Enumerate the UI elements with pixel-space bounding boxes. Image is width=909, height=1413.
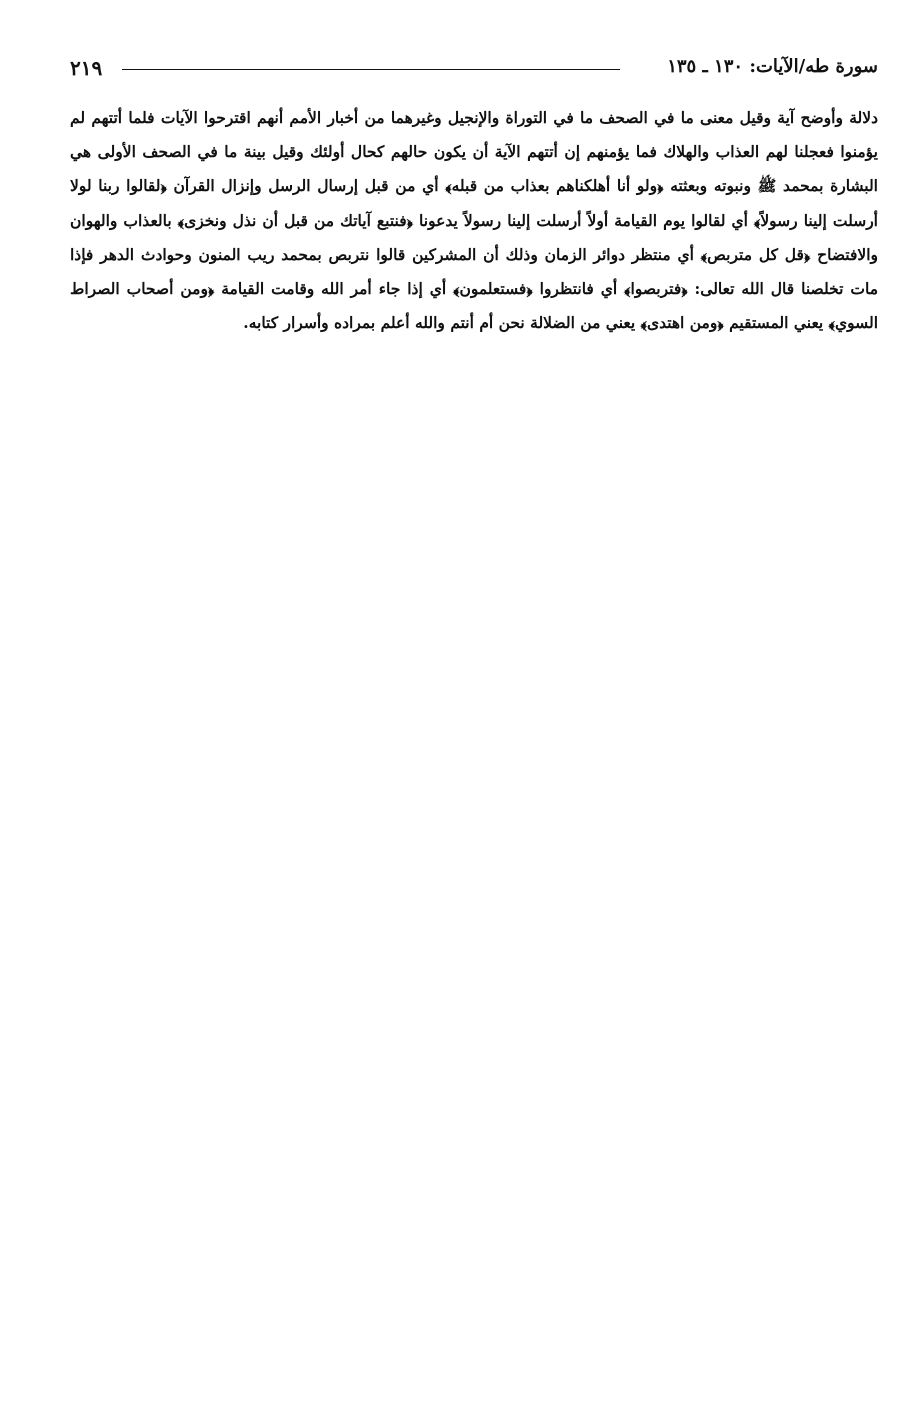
running-title: سورة طه/الآيات: ١٣٠ ـ ١٣٥ xyxy=(667,56,878,77)
header-rule xyxy=(122,69,620,70)
body-text xyxy=(70,101,878,340)
page-number: ٢١٩ xyxy=(70,56,103,80)
page-header xyxy=(70,52,878,88)
commentary-paragraph: دلالة وأوضح آية وقيل معنى ما في الصحف ما في التوراة والإنجيل وغيرهما من أخبار الأمم أنهم اقترحوا الآيات فلما أتتهم لم يؤمنوا فعجلنا لهم العذاب والهلاك فما يؤمنهم إن أتتهم الآية أن يكون حالهم كحال أولئك وقيل بينة ما في الصحف الأولى هي البشارة بمحمد ﷺ ونبوته وبعثته ﴿ولو أنا أهلكناهم بعذاب من قبله﴾ أي من قبل إرسال الرسل وإنزال القرآن ﴿لقالوا ربنا لولا أرسلت إلينا رسولاً﴾ أي لقالوا يوم القيامة أولاً أرسلت إلينا رسولاً يدعونا ﴿فنتبع آياتك من قبل أن نذل ونخزى﴾ بالعذاب والهوان والافتضاح ﴿قل كل متربص﴾ أي منتظر دوائر الزمان وذلك أن المشركين قالوا نتربص بمحمد ريب المنون وحوادث الدهر فإذا مات تخلصنا قال الله تعالى: ﴿فتربصوا﴾ أي فانتظروا ﴿فستعلمون﴾ أي إذا جاء أمر الله وقامت القيامة ﴿ومن أصحاب الصراط السوي﴾ يعني المستقيم ﴿ومن اهتدى﴾ يعني من الضلالة نحن أم أنتم والله أعلم بمراده وأسرار كتابه. xyxy=(70,108,878,333)
